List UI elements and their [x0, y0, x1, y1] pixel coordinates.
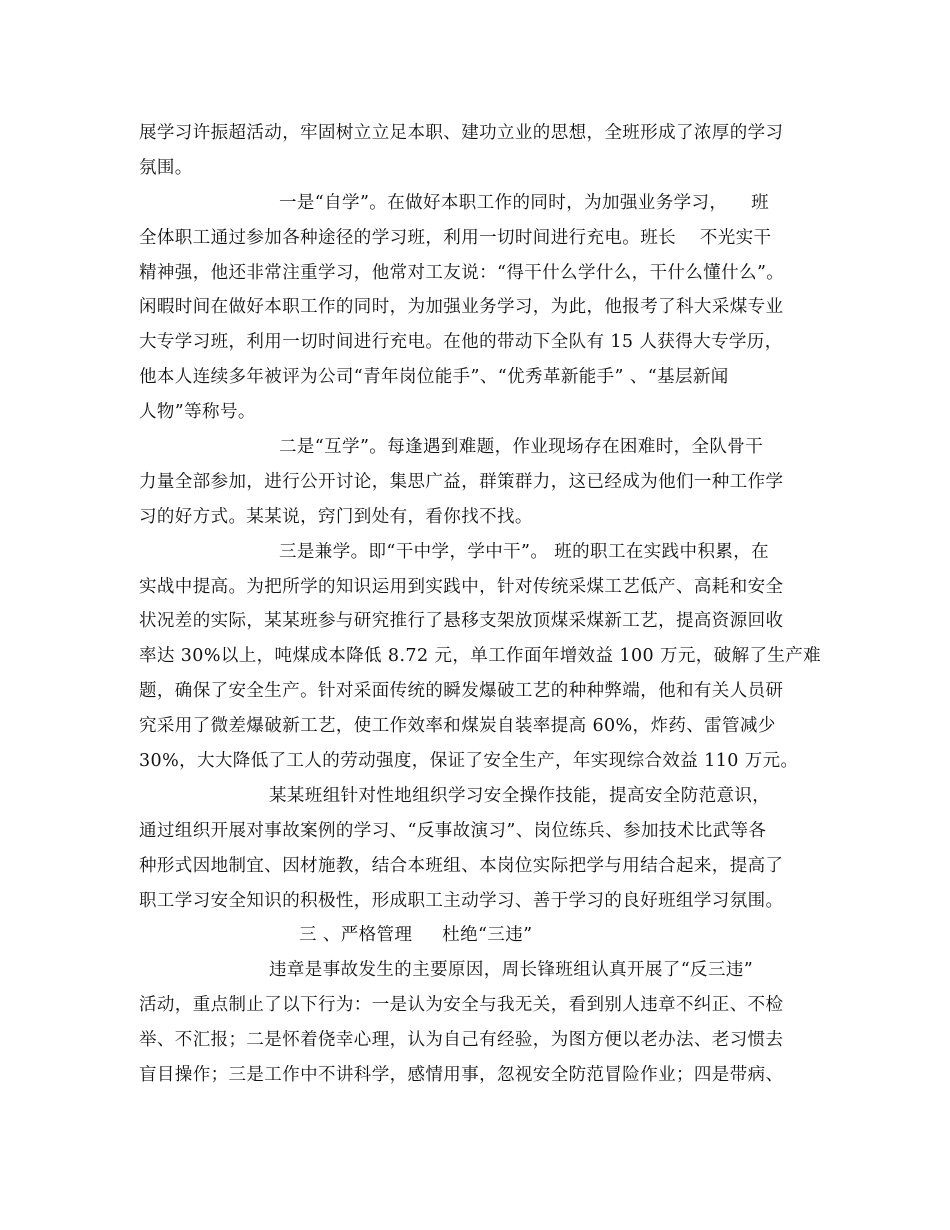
- paragraph-line: 通过组织开展对事故案例的学习、“反事故演习”、岗位练兵、参加技术比武等各: [139, 820, 767, 841]
- paragraph-line: 精神强，他还非常注重学习，他常对工友说：“得干什么学什么，干什么懂什么”。: [139, 262, 785, 283]
- paragraph-line: 职工学习安全知识的积极性，形成职工主动学习、善于学习的良好班组学习氛围。: [139, 890, 784, 911]
- paragraph-line: 展学习许振超活动，牢固树立立足本职、建功立业的思想，全班形成了浓厚的学习: [139, 123, 784, 143]
- paragraph-line-indented: 某某班组针对性地组织学习安全操作技能，提高安全防范意识，: [269, 785, 771, 806]
- paragraph-line: 习的好方式。某某说，窍门到处有，看你找不找。: [139, 506, 533, 527]
- paragraph-line: 盲目操作；三是工作中不讲科学，感情用事，忽视安全防范冒险作业；四是带病、: [139, 1065, 784, 1086]
- paragraph-line: 他本人连续多年被评为公司“青年岗位能手”、“优秀革新能手” 、“基层新闻: [139, 367, 729, 388]
- paragraph-line: 举、不汇报；二是怀着侥幸心理，认为自己有经验，为图方便以老办法、老习惯去: [139, 1030, 784, 1051]
- paragraph-line: 力量全部参加，进行公开讨论，集思广益，群策群力，这已经成为他们一种工作学: [139, 471, 784, 492]
- paragraph-line-indented: 二是“互学”。每逢遇到难题，作业现场存在困难时，全队骨干: [279, 437, 764, 458]
- paragraph-line: 究采用了微差爆破新工艺，使工作效率和煤炭自装率提高 60%，炸药、雷管减少: [139, 716, 776, 737]
- paragraph-line: 状况差的实际，某某班参与研究推行了悬移支架放顶煤采煤新工艺，提高资源回收: [139, 611, 784, 632]
- document-body: [139, 116, 822, 1093]
- paragraph-line: 氛围。: [139, 157, 193, 178]
- paragraph-line-indented: 一是“自学”。在做好本职工作的同时，为加强业务学习， 班: [279, 192, 770, 213]
- paragraph-line: 大专学习班，利用一切时间进行充电。在他的带动下全队有 15 人获得大专学历，: [139, 332, 783, 353]
- paragraph-line-indented: 三是兼学。即“干中学，学中干”。 班的职工在实践中积累，在: [279, 541, 770, 562]
- paragraph-line: 实战中提高。为把所学的知识运用到实践中，针对传统采煤工艺低产、高耗和安全: [139, 576, 784, 597]
- paragraph-line-indented: 违章是事故发生的主要原因，周长锋班组认真开展了“反三违”: [269, 960, 754, 981]
- section-heading: 三 、严格管理 杜绝“三违”: [299, 925, 533, 946]
- paragraph-line: 活动，重点制止了以下行为：一是认为安全与我无关，看到别人违章不纠正、不检: [139, 995, 784, 1016]
- paragraph-line: 闲暇时间在做好本职工作的同时，为加强业务学习，为此，他报考了科大采煤专业: [139, 297, 784, 318]
- paragraph-line: 30%，大大降低了工人的劳动强度，保证了安全生产，年实现综合效益 110 万元。: [139, 751, 799, 772]
- paragraph-line: 种形式因地制宜、因材施教，结合本班组、本岗位实际把学与用结合起来，提高了: [139, 855, 784, 876]
- paragraph-line: 率达 30%以上，吨煤成本降低 8.72 元，单工作面年增效益 100 万元，破解了生产难: [139, 646, 822, 667]
- paragraph-line: 题，确保了安全生产。针对采面传统的瞬发爆破工艺的种种弊端，他和有关人员研: [139, 681, 784, 702]
- paragraph-line: 全体职工通过参加各种途径的学习班，利用一切时间进行充电。班长 不光实干: [139, 227, 772, 248]
- paragraph-line: 人物”等称号。: [139, 402, 256, 423]
